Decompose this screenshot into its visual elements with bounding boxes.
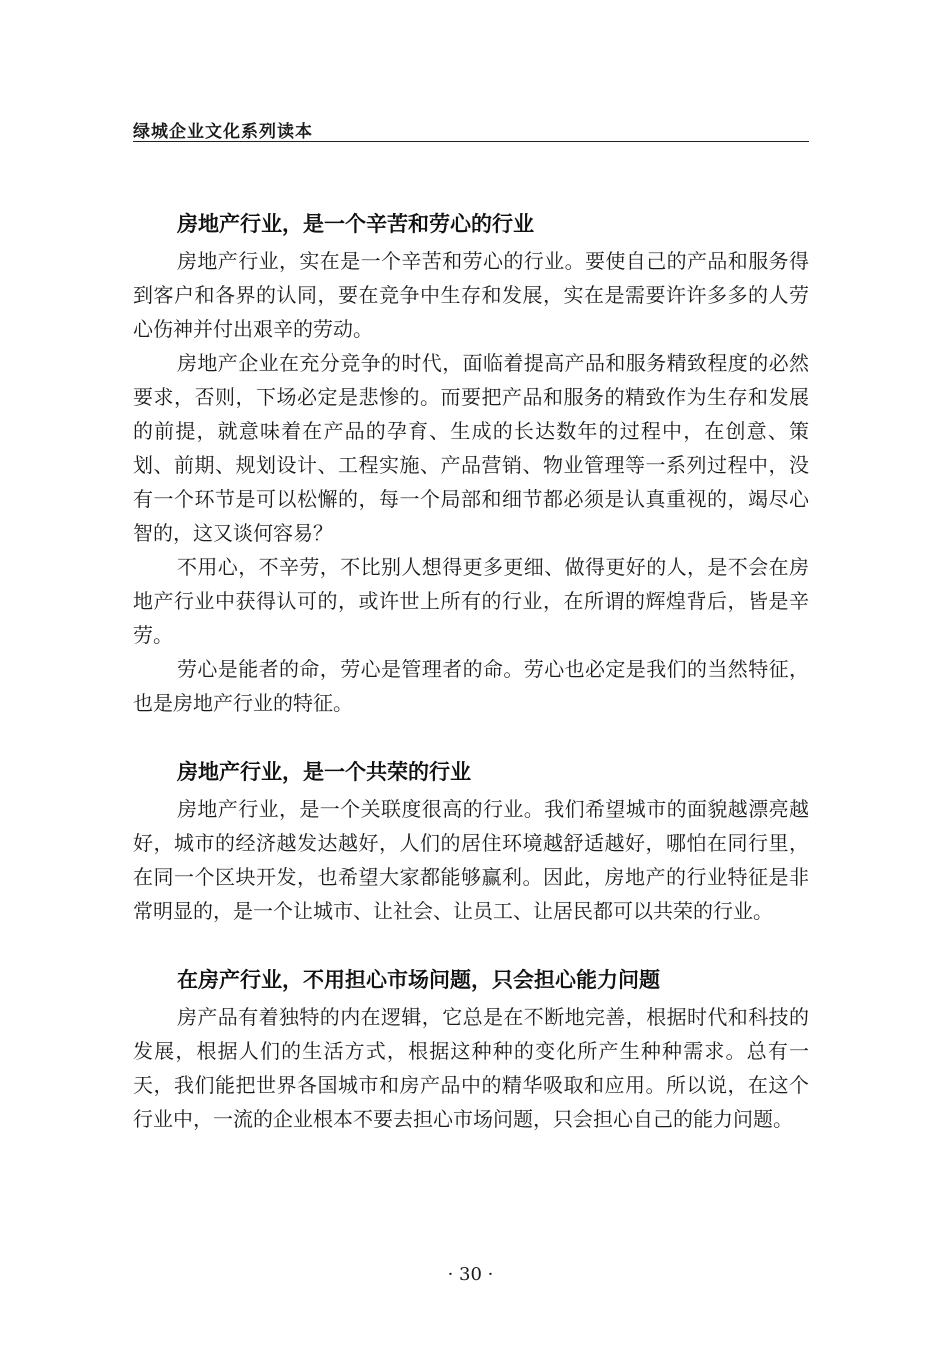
paragraph: 劳心是能者的命，劳心是管理者的命。劳心也必定是我们的当然特征，也是房地产行业的特征。	[133, 657, 809, 715]
header-rule	[133, 141, 809, 142]
paragraph: 不用心，不辛劳，不比别人想得更多更细、做得更好的人，是不会在房地产行业中获得认可的，或许世上所有的行业，在所谓的辉煌背后，皆是辛劳。	[133, 555, 809, 647]
paragraph: 房地产行业，是一个关联度很高的行业。我们希望城市的面貌越漂亮越好，城市的经济越发达越好，人们的居住环境越舒适越好，哪怕在同行里，在同一个区块开发，也希望大家都能够赢利。因此，房地产的行业特征是非常明显的，是一个让城市、让社会、让员工、让居民都可以共荣的行业。	[133, 797, 809, 923]
section-capability-not-market	[133, 963, 809, 1136]
section-heading: 房地产行业，是一个辛苦和劳心的行业	[177, 212, 534, 236]
paragraph: 房产品有着独特的内在逻辑，它总是在不断地完善，根据时代和科技的发展，根据人们的生活方式，根据这种种的变化所产生种种需求。总有一天，我们能把世界各国城市和房产品中的精华吸取和应用。所以说，在这个行业中，一流的企业根本不要去担心市场问题，只会担心自己的能力问题。	[133, 1005, 809, 1131]
page-content	[133, 207, 809, 1136]
running-header: 绿城企业文化系列读本	[133, 122, 313, 142]
section-hardworking-industry	[133, 207, 809, 720]
paragraph: 房地产企业在充分竞争的时代，面临着提高产品和服务精致程度的必然要求，否则，下场必定是悲惨的。而要把产品和服务的精致作为生存和发展的前提，就意味着在产品的孕育、生成的长达数年的过程中，在创意、策划、前期、规划设计、工程实施、产品营销、物业管理等一系列过程中，没有一个环节是可以松懈的，每一个局部和细节都必须是认真重视的，竭尽心智的，这又谈何容易？	[133, 351, 809, 545]
page-number: · 30 ·	[447, 1264, 494, 1285]
section-heading: 房地产行业，是一个共荣的行业	[177, 760, 471, 784]
paragraph: 房地产行业，实在是一个辛苦和劳心的行业。要使自己的产品和服务得到客户和各界的认同，要在竞争中生存和发展，实在是需要许许多多的人劳心伤神并付出艰辛的劳动。	[133, 249, 809, 341]
section-heading: 在房产行业，不用担心市场问题，只会担心能力问题	[177, 968, 660, 992]
section-coprosperity-industry	[133, 755, 809, 928]
